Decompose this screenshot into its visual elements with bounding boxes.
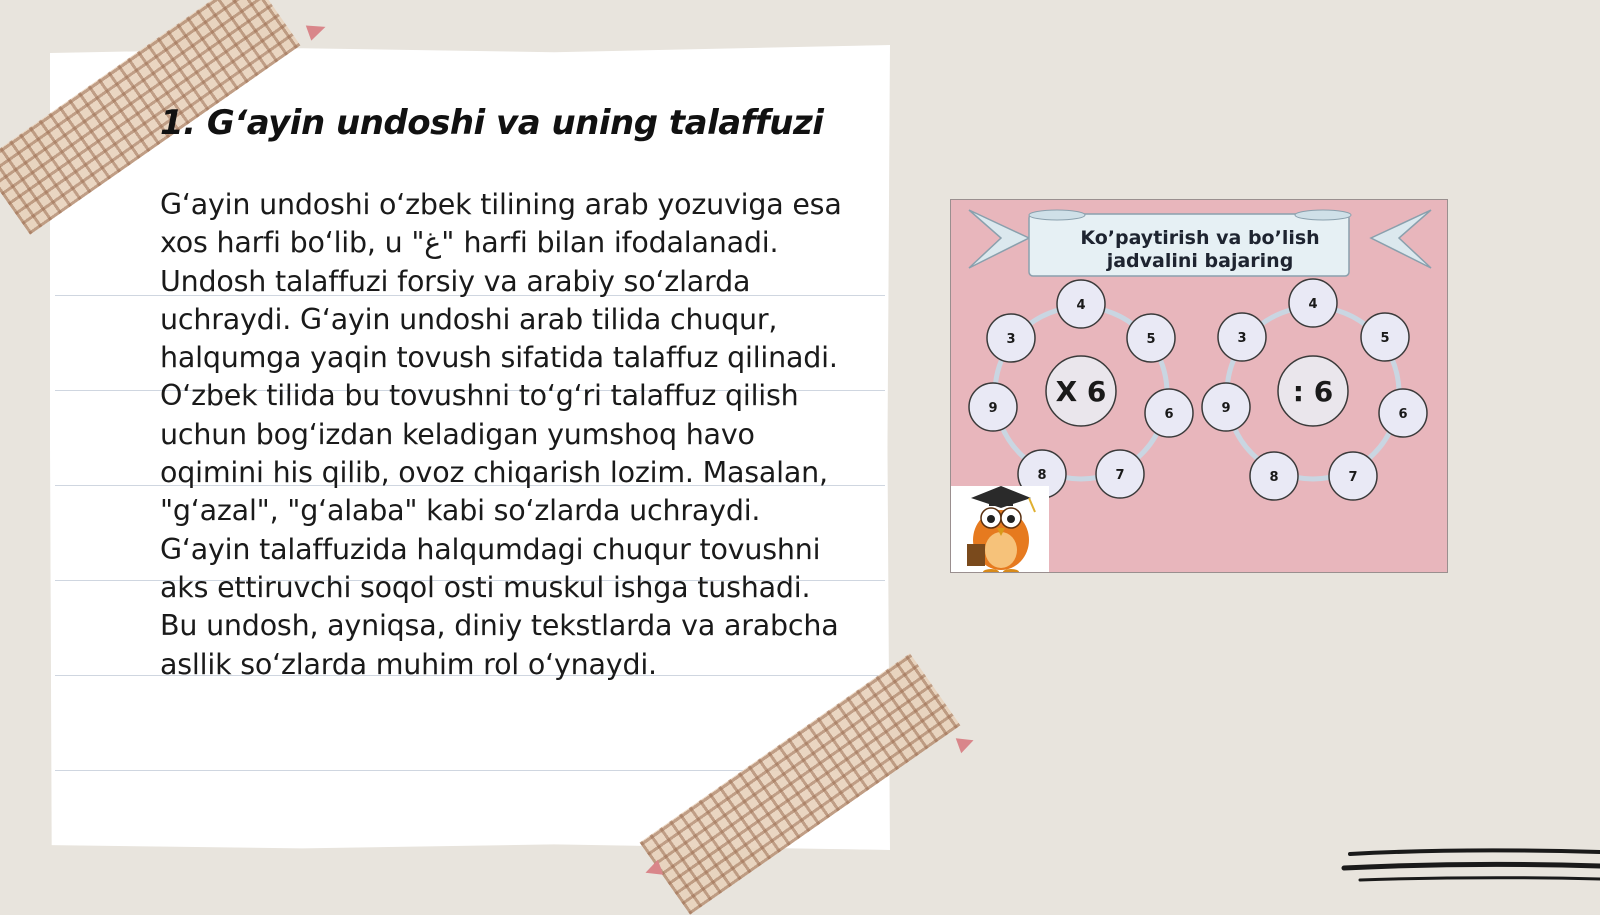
wheel-number: 4 (1076, 298, 1086, 313)
slide-body-text: G‘ayin undoshi o‘zbek tilining arab yozuviga esa xos harfi bo‘lib, u "غ" harfi bilan ifodalanadi. Undosh talaffuzi forsiy va arabiy so‘zlarda uchraydi. G‘ayin undoshi arab tilida chuqur, halqumga yaqin tovush sifatida talaffuz qilinadi. O‘zbek tilida bu tovushni to‘g‘ri talaffuz qilish uchun bog‘izdan keladigan yumshoq havo oqimini his qilib, ovoz chiqarish lozim. Masalan, "g‘azal", "g‘alaba" kabi so‘zlarda uchraydi. G‘ayin talaffuzida halqumdagi chuqur tovushni aks ettiruvchi soqol osti muskul ishga tushadi. Bu undosh, ayniqsa, diniy tekstlarda va arabcha asllik so‘zlarda muhim rol o‘ynaydi. (160, 188, 842, 681)
wheel-number: 6 (1398, 407, 1408, 422)
wheel-number: 3 (1006, 332, 1016, 347)
wheel-number: 8 (1269, 470, 1279, 485)
owl-teacher-icon (951, 486, 1049, 573)
wheel-number: 3 (1237, 331, 1247, 346)
tape-tip-decoration (306, 19, 328, 40)
wheel-number: 9 (1221, 401, 1231, 416)
slide-title: 1. G‘ayin undoshi va uning talaffuzi (160, 103, 824, 143)
tape-tip-decoration (956, 733, 977, 754)
wheel-number: 5 (1380, 331, 1390, 346)
wheel-number: 9 (988, 401, 998, 416)
wheel-number: 7 (1115, 468, 1125, 483)
wheel-center-operation: X 6 (1055, 375, 1107, 408)
wheel-center-operation: : 6 (1292, 375, 1334, 408)
wheel-number: 4 (1308, 297, 1318, 312)
exercise-banner-line2: jadvalini bajaring (1106, 250, 1294, 272)
wheel-number: 6 (1164, 407, 1174, 422)
exercise-banner-line1: Ko’paytirish va bo’lish (1080, 227, 1320, 249)
multiplication-division-exercise-image (950, 199, 1448, 573)
wheel-number: 7 (1348, 470, 1358, 485)
wheel-number: 8 (1037, 468, 1047, 483)
brush-stroke-decoration (1340, 840, 1600, 900)
wheel-number: 5 (1146, 332, 1156, 347)
